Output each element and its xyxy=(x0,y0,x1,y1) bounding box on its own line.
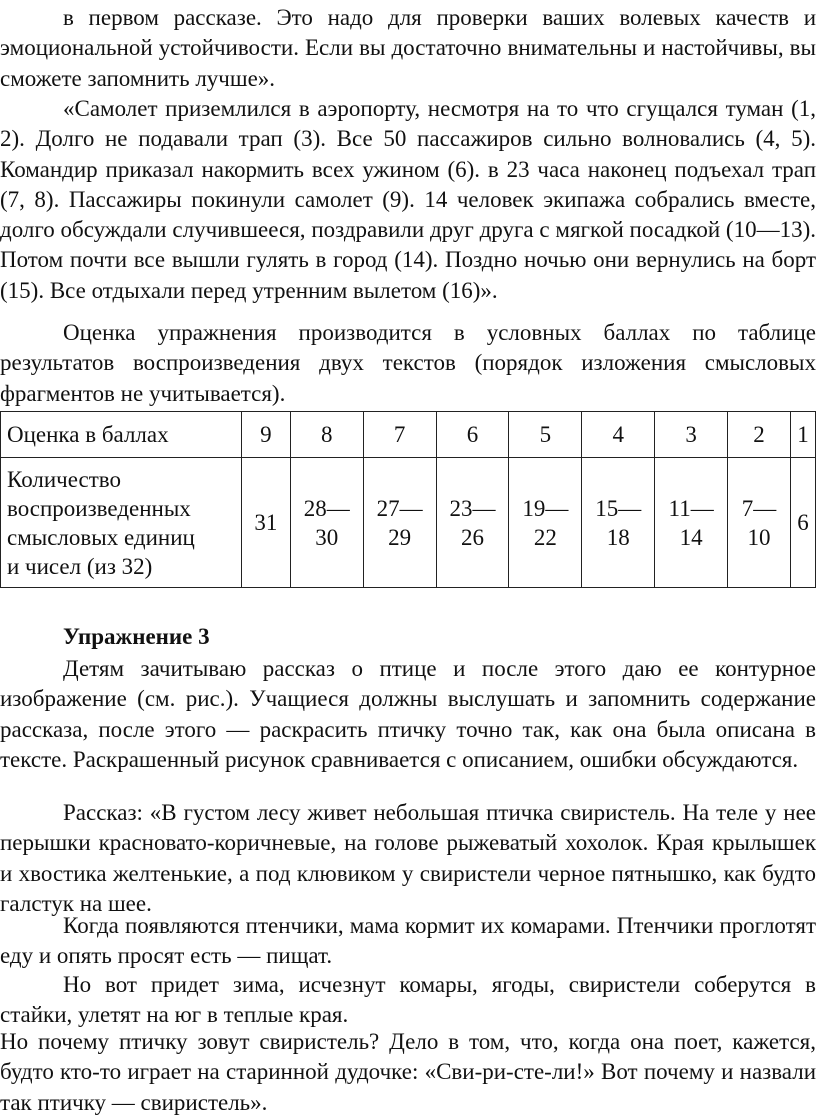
table-cell-score: 5 xyxy=(509,412,582,458)
table-cell-range xyxy=(363,458,436,588)
range-line: 28— xyxy=(303,495,350,521)
paragraph-exercise-description: Детям зачитываю рассказ о птице и после этого даю ее контурное изображение (см. рис.). Учащиеся должны выслушать и запомнить содержание рассказа, после этого — раскрасить птичку точно так, как она была описана в тексте. Раскрашенный рисунок сравнивается с описанием, ошибки обсуждаются. xyxy=(0,656,816,772)
range-line: 27— xyxy=(376,495,423,521)
table-cell-score: 9 xyxy=(241,412,290,458)
table-cell-range xyxy=(728,458,791,588)
paragraph-intro-end: в первом рассказе. Это надо для проверки ваших волевых качеств и эмоциональной устойчивости. Если вы достаточно внимательны и настойчивы, вы сможете запомнить лучше». xyxy=(0,5,816,91)
paragraph-bird-story: Рассказ: «В густом лесу живет небольшая птичка свиристель. На теле у нее перышки красновато-коричневые, на голове рыжеватый хохолок. Края крылышек и хвостика желтенькие, а под клювиком у свиристели черное пятнышко, как будто галстук на шее. xyxy=(0,800,816,916)
table-cell-score-label: Оценка в баллах xyxy=(1,412,242,458)
table-cell-units-label xyxy=(1,458,242,588)
table-row-scores xyxy=(1,412,816,458)
range-line: 11— xyxy=(668,495,714,521)
range-line: 26 xyxy=(461,524,484,550)
table-cell-score: 6 xyxy=(436,412,509,458)
table-cell-range xyxy=(790,458,815,588)
table-cell-range xyxy=(290,458,363,588)
range-line: 10 xyxy=(747,524,771,550)
table-cell-score: 4 xyxy=(582,412,655,458)
range-line: 29 xyxy=(388,524,412,550)
range-line: 6 xyxy=(797,510,809,535)
table-cell-range xyxy=(655,458,728,588)
range-line: 7— xyxy=(741,495,777,521)
paragraph-airplane-story: «Самолет приземлился в аэропорту, несмотря на то что сгущался туман (1, 2). Долго не подавали трап (3). Все 50 пассажиров сильно волновались (4, 5). Командир приказал накормить всех ужином (6). в 23 часа наконец подъехал трап (7, 8). Пассажиры покинули самолет (9). 14 человек экипажа собрались вместе, долго обсуждали случившееся, поздравили друг друга с мягкой посадкой (10—13). Потом почти все вышли гулять в город (14). Поздно ночью они вернулись на борт (15). Все отдыхали перед утренним вылетом (16)». xyxy=(0,96,816,303)
units-label-line: и чисел (из 32) xyxy=(7,553,153,579)
table-cell-range xyxy=(582,458,655,588)
exercise-heading: Упражнение 3 xyxy=(63,624,210,649)
range-line: 19— xyxy=(522,495,569,521)
table-cell-range xyxy=(241,458,290,588)
table-cell-score: 8 xyxy=(290,412,363,458)
units-label-line: смысловых единиц xyxy=(7,524,195,550)
table-cell-range xyxy=(509,458,582,588)
range-line: 22 xyxy=(533,524,557,550)
table-cell-range xyxy=(436,458,509,588)
table-cell-score: 7 xyxy=(363,412,436,458)
units-label-line: воспроизведенных xyxy=(7,495,191,521)
paragraph-winter: Но вот придет зима, исчезнут комары, ягоды, свиристели соберутся в стайки, улетят на юг в теплые края. xyxy=(0,972,816,1028)
scores-table xyxy=(0,411,816,588)
range-line: 30 xyxy=(315,524,339,550)
table-cell-score: 1 xyxy=(790,412,815,458)
range-line: 18 xyxy=(606,524,630,550)
units-label-line: Количество xyxy=(7,466,121,492)
range-line: 23— xyxy=(449,495,496,521)
table-row-ranges xyxy=(1,458,816,588)
range-line: 15— xyxy=(595,495,642,521)
range-line: 14 xyxy=(679,524,703,550)
table-cell-score: 2 xyxy=(728,412,791,458)
range-line: 31 xyxy=(254,510,278,535)
paragraph-name-origin: Но почему птичку зовут свиристель? Дело в том, что, когда она поет, кажется, будто кто-то играет на старинной дудочке: «Сви-ри-сте-ли!» Вот почему и назвали так птичку — свиристель». xyxy=(0,1029,816,1115)
paragraph-scoring: Оценка упражнения производится в условных баллах по таблице результатов воспроизведения двух текстов (порядок изложения смысловых фрагментов не учитывается). xyxy=(0,320,816,406)
paragraph-chicks: Когда появляются птенчики, мама кормит их комарами. Птенчики проглотят еду и опять просят есть — пищат. xyxy=(0,913,816,969)
table-cell-score: 3 xyxy=(655,412,728,458)
